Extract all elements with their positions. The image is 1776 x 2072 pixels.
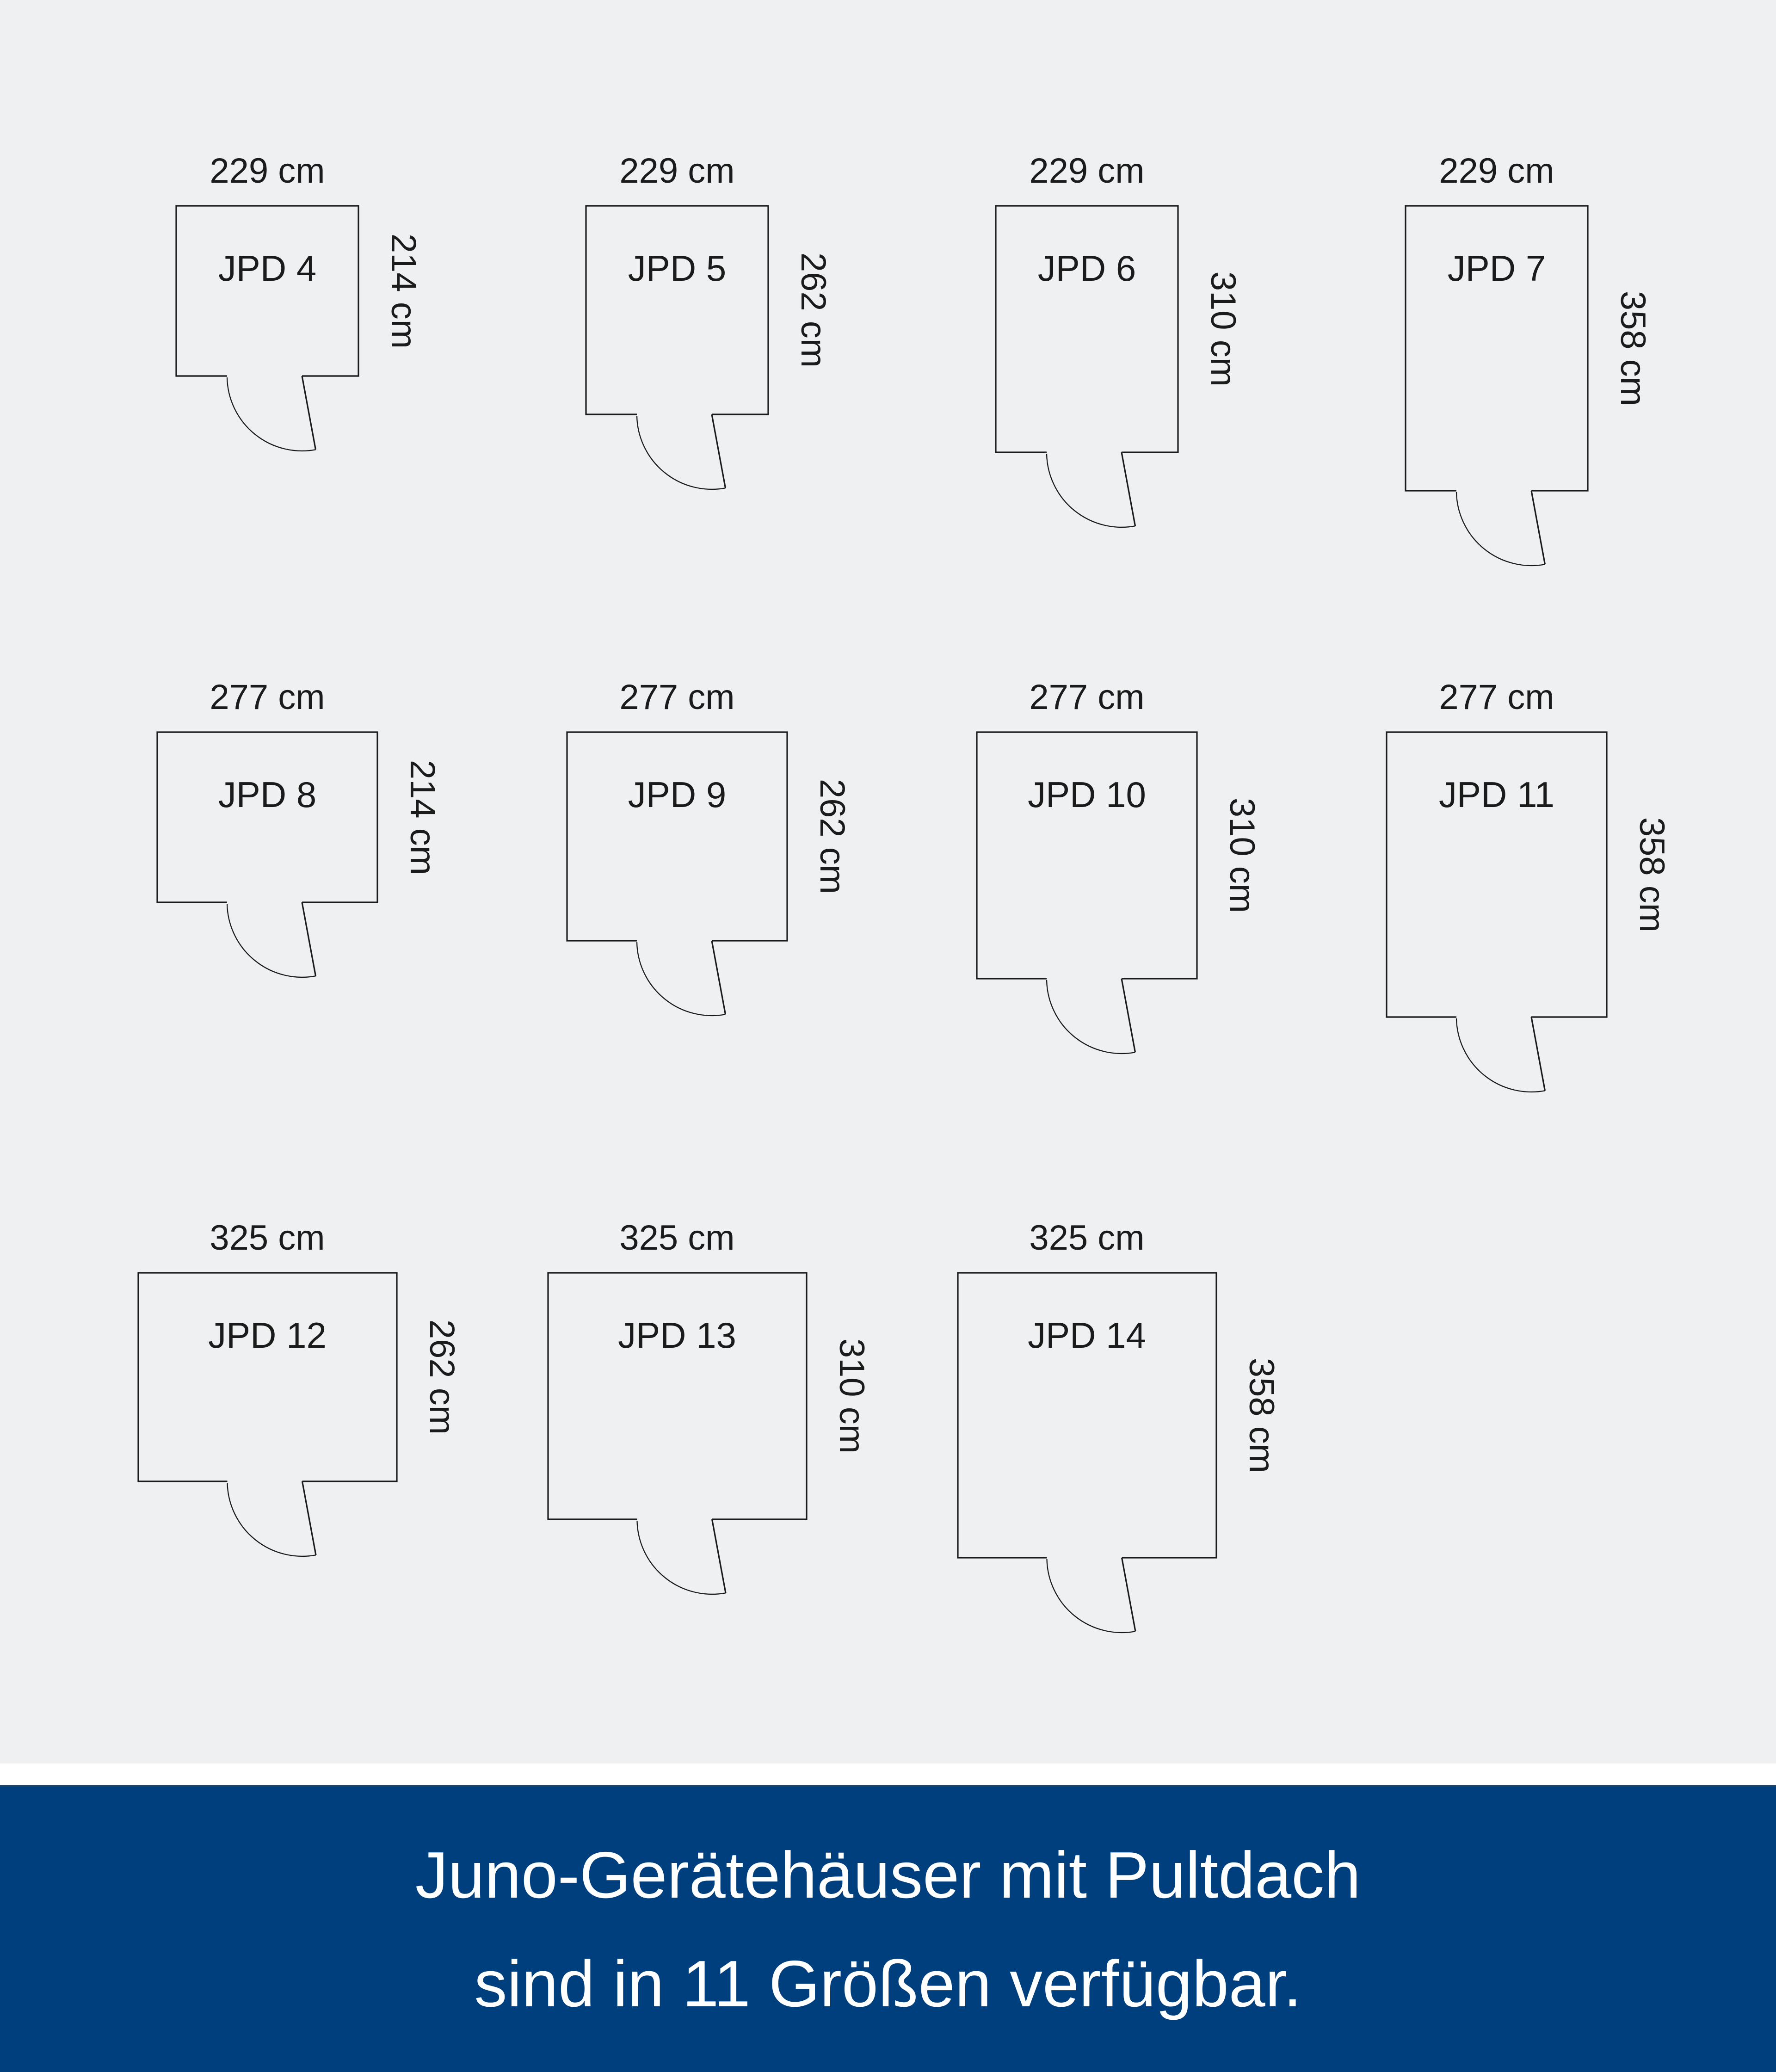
door-leaf	[1122, 979, 1135, 1052]
shed-model-label: JPD 6	[1037, 248, 1136, 289]
door-leaf	[712, 414, 726, 488]
shed-model-label: JPD 8	[218, 774, 317, 815]
height-dimension-label: 358 cm	[1242, 1357, 1282, 1473]
height-dimension-label: 214 cm	[384, 233, 424, 349]
door-swing-arc	[1047, 980, 1135, 1054]
floorplan-shed	[586, 151, 833, 414]
height-dimension-label-wrap	[1591, 206, 1675, 491]
caption-line-2: sind in 11 Größen verfügbar.	[474, 1947, 1302, 2021]
wall-outline	[567, 732, 787, 941]
floorplan-outline-drawing	[1385, 730, 1609, 1098]
width-dimension-label: 325 cm	[1029, 1218, 1145, 1258]
width-dimension-label: 229 cm	[210, 151, 325, 191]
height-dimension-label-wrap	[1201, 732, 1284, 979]
height-dimension-label: 310 cm	[1203, 271, 1243, 387]
door-swing-arc	[1047, 454, 1135, 527]
wall-outline	[138, 1273, 397, 1481]
height-dimension-label-wrap	[1182, 206, 1265, 452]
width-dimension-label: 277 cm	[619, 678, 735, 717]
door-leaf	[712, 941, 726, 1014]
floorplan-outline-drawing	[136, 1271, 399, 1562]
floorplan-shed	[567, 678, 852, 941]
wall-outline	[1406, 206, 1588, 491]
floorplan-shed	[977, 678, 1262, 979]
wall-outline	[176, 206, 358, 376]
floorplan-outline-drawing	[155, 730, 379, 983]
door-swing-arc	[637, 942, 726, 1016]
floorplan-outline-drawing	[1404, 204, 1590, 571]
shed-model-label: JPD 7	[1447, 248, 1546, 289]
floorplan-shed	[1406, 151, 1653, 491]
height-dimension-label-wrap	[1610, 732, 1694, 1017]
door-swing-arc	[637, 416, 726, 489]
shed-model-label: JPD 13	[618, 1315, 736, 1356]
height-dimension-label: 262 cm	[422, 1319, 462, 1435]
shed-model-label: JPD 5	[628, 248, 727, 289]
shed-model-label: JPD 10	[1028, 774, 1146, 815]
height-dimension-label-wrap	[791, 732, 874, 941]
height-dimension-label-wrap	[362, 206, 445, 376]
floorplan-shed	[138, 1218, 462, 1481]
shed-model-label: JPD 9	[628, 774, 727, 815]
door-leaf	[302, 1481, 316, 1555]
floorplan-outline-drawing	[584, 204, 770, 495]
floorplan-outline-drawing	[174, 204, 360, 456]
shed-model-label: JPD 14	[1028, 1315, 1146, 1356]
wall-outline	[157, 732, 377, 902]
height-dimension-label: 358 cm	[1613, 290, 1653, 406]
floorplan-outline-drawing	[546, 1271, 808, 1600]
width-dimension-label: 229 cm	[1029, 151, 1145, 191]
height-dimension-label-wrap	[1220, 1273, 1303, 1558]
floorplan-outline-drawing	[994, 204, 1180, 533]
height-dimension-label: 214 cm	[403, 759, 443, 875]
height-dimension-label: 310 cm	[1222, 797, 1262, 913]
height-dimension-label-wrap	[810, 1273, 894, 1519]
floorplan-shed	[996, 151, 1243, 452]
floorplan-outline-drawing	[956, 1271, 1218, 1638]
door-swing-arc	[1456, 492, 1545, 566]
wall-outline	[977, 732, 1197, 979]
door-leaf	[302, 902, 316, 976]
caption-line-1: Juno-Gerätehäuser mit Pultdach	[415, 1838, 1361, 1912]
door-swing-arc	[227, 377, 316, 451]
floorplan-shed	[157, 678, 443, 902]
width-dimension-label: 277 cm	[1439, 678, 1554, 717]
height-dimension-label-wrap	[772, 206, 855, 414]
floorplan-shed	[548, 1218, 872, 1519]
floorplan-shed	[176, 151, 424, 376]
floorplan-outline-drawing	[975, 730, 1199, 1059]
door-leaf	[1122, 452, 1135, 526]
width-dimension-label: 229 cm	[1439, 151, 1554, 191]
shed-model-label: JPD 11	[1439, 774, 1554, 815]
door-leaf	[1122, 1558, 1135, 1631]
width-dimension-label: 325 cm	[210, 1218, 325, 1258]
width-dimension-label: 325 cm	[619, 1218, 735, 1258]
door-leaf	[302, 376, 316, 450]
caption-banner	[0, 1785, 1776, 2072]
height-dimension-label-wrap	[381, 732, 464, 902]
height-dimension-label: 262 cm	[813, 778, 852, 894]
door-swing-arc	[227, 1483, 316, 1556]
door-swing-arc	[227, 904, 316, 977]
height-dimension-label: 358 cm	[1632, 817, 1672, 932]
wall-outline	[1387, 732, 1607, 1017]
door-swing-arc	[1456, 1018, 1545, 1092]
shed-model-label: JPD 12	[208, 1315, 327, 1356]
door-swing-arc	[637, 1521, 726, 1594]
door-swing-arc	[1047, 1559, 1135, 1633]
door-leaf	[1531, 491, 1545, 564]
floorplan-shed	[1387, 678, 1672, 1017]
width-dimension-label: 277 cm	[1029, 678, 1145, 717]
height-dimension-label: 310 cm	[832, 1338, 872, 1454]
floorplan-shed	[958, 1218, 1282, 1558]
door-leaf	[712, 1519, 726, 1593]
door-leaf	[1531, 1017, 1545, 1091]
floorplan-outline-drawing	[565, 730, 789, 1021]
width-dimension-label: 229 cm	[619, 151, 735, 191]
divider-strip	[0, 1764, 1776, 1785]
wall-outline	[548, 1273, 807, 1519]
shed-model-label: JPD 4	[218, 248, 317, 289]
wall-outline	[586, 206, 768, 414]
wall-outline	[958, 1273, 1216, 1558]
height-dimension-label-wrap	[401, 1273, 484, 1481]
wall-outline	[996, 206, 1178, 452]
height-dimension-label: 262 cm	[794, 252, 833, 368]
width-dimension-label: 277 cm	[210, 678, 325, 717]
